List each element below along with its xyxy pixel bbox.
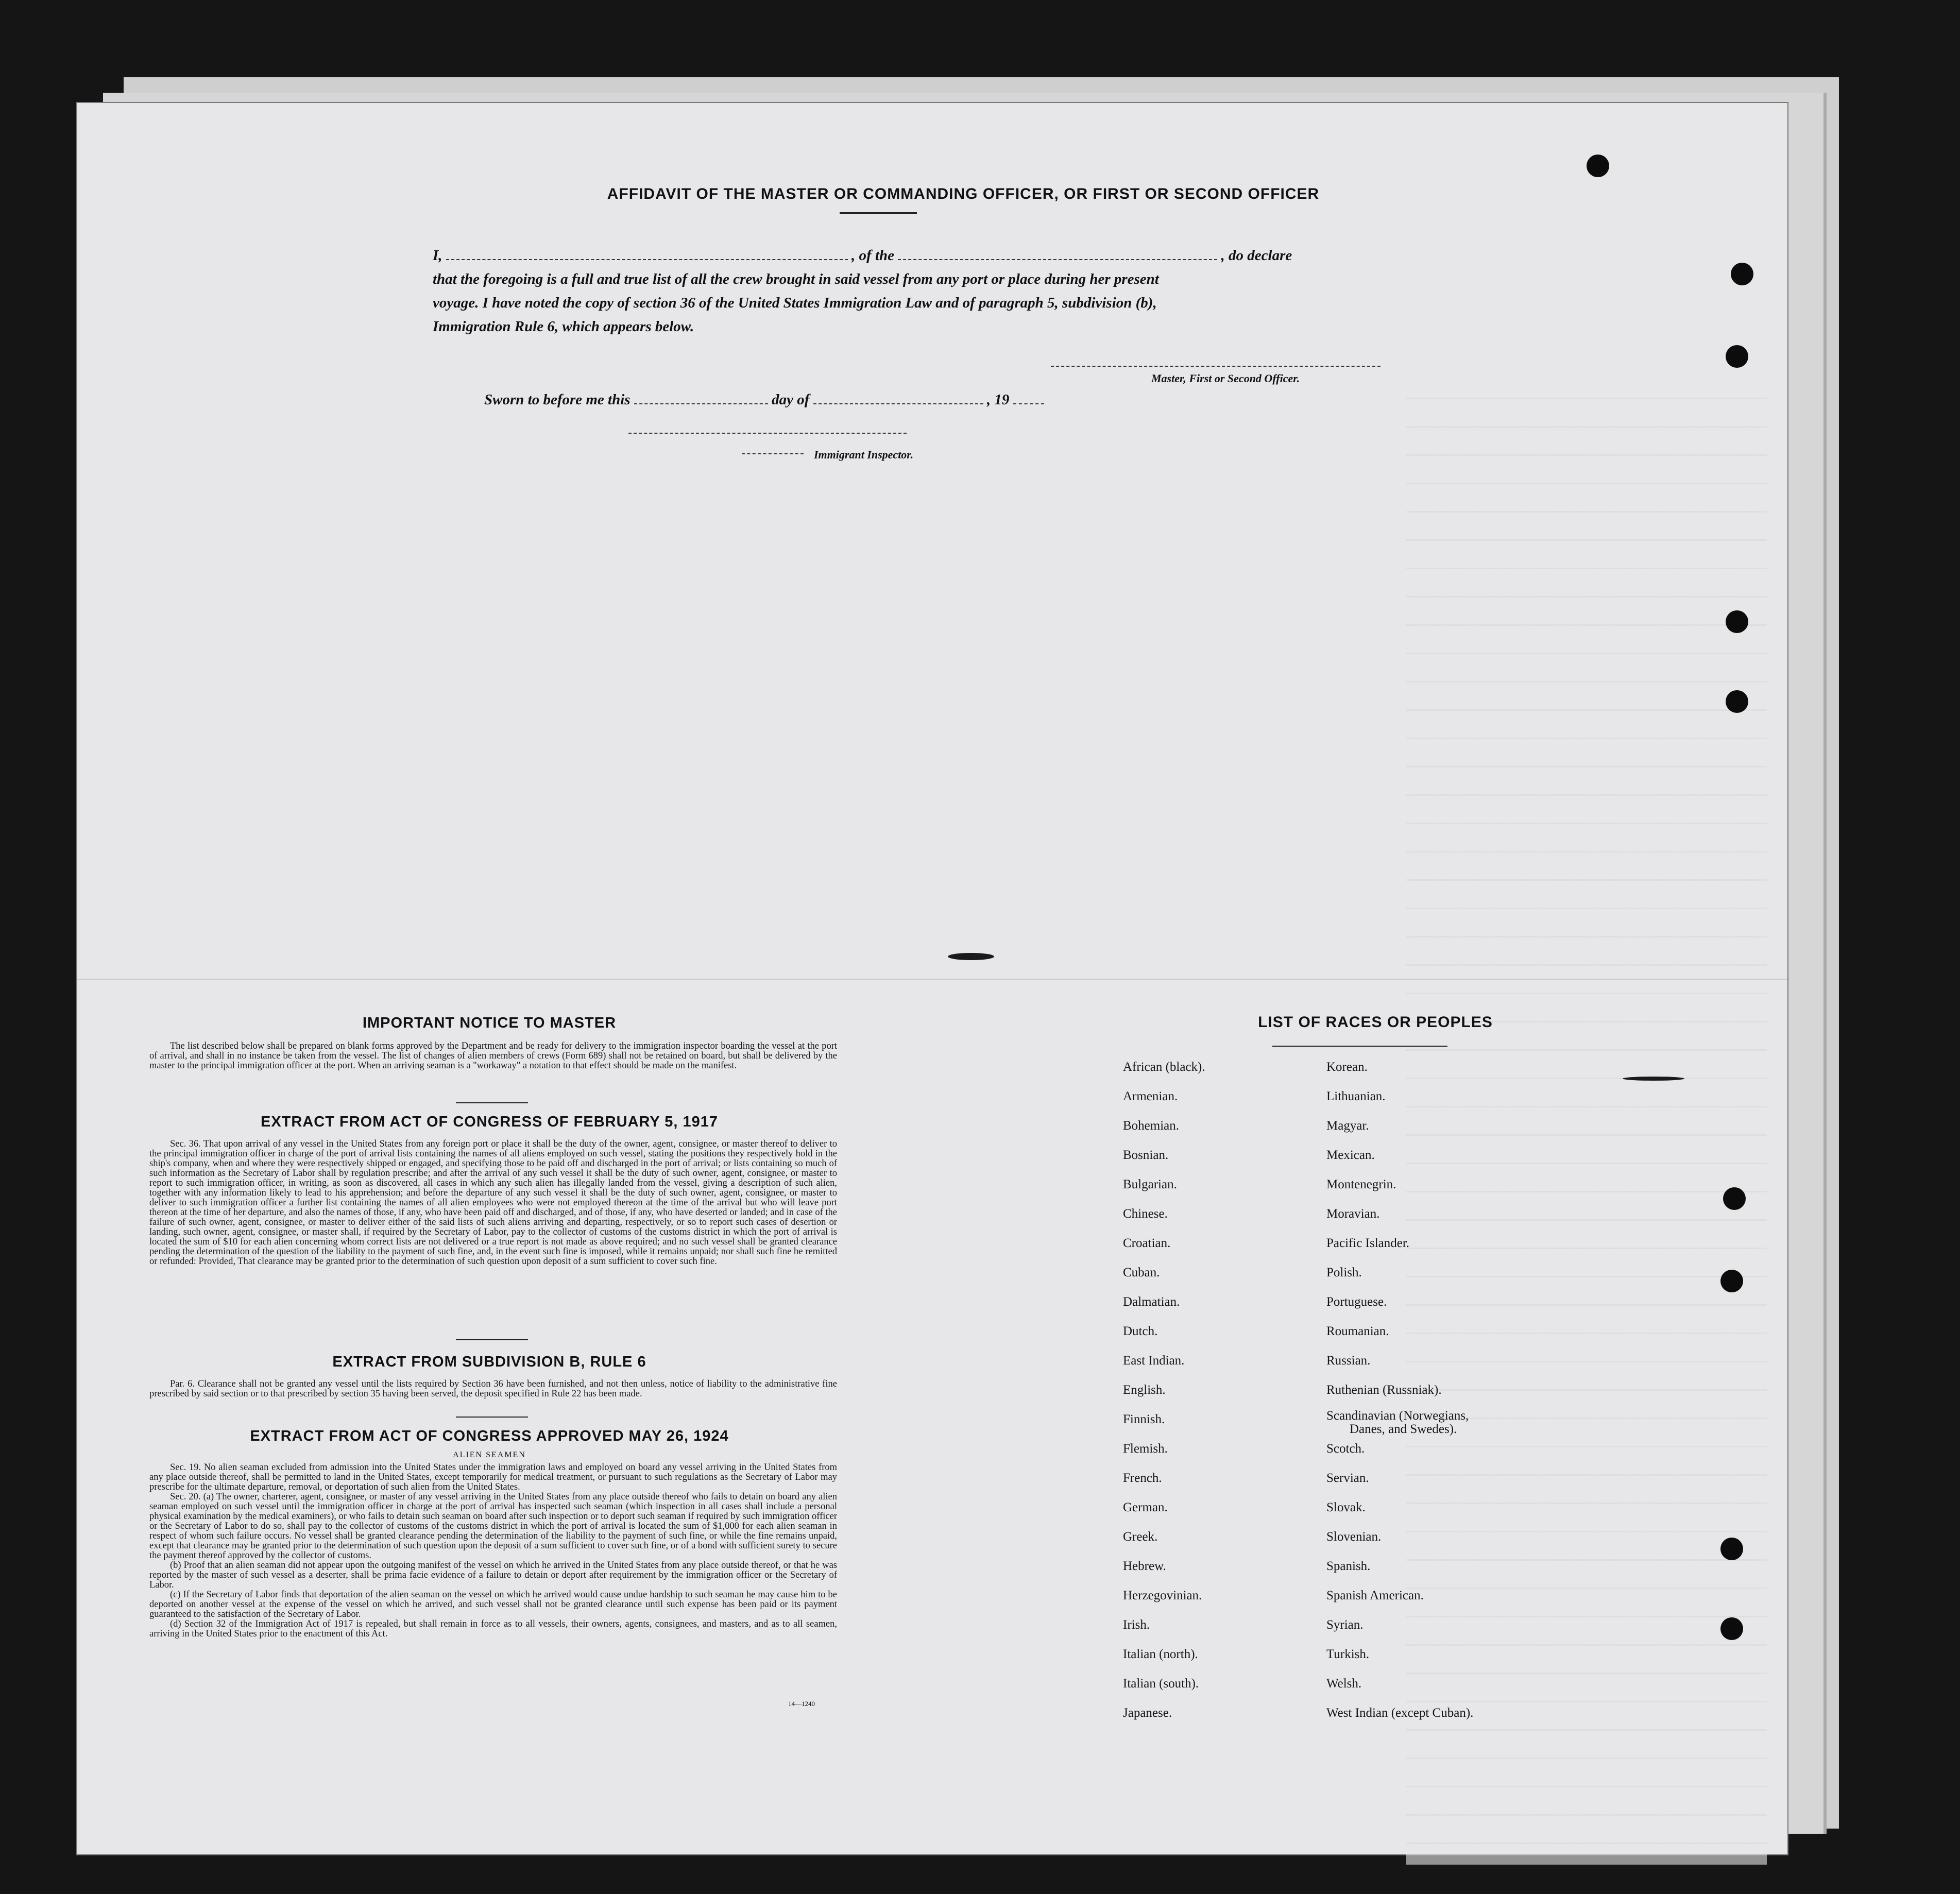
- declaration-line-2: that the foregoing is a full and true list of all the crew brought in said vessel from any port or place during her present: [433, 271, 1159, 287]
- declaration-of-the: , of the: [851, 247, 895, 264]
- race-right-item: Turkish.: [1326, 1647, 1370, 1661]
- race-right-item-continued: Danes, and Swedes).: [1350, 1422, 1457, 1436]
- race-left-item: Finnish.: [1123, 1412, 1165, 1426]
- declaration-line-4: Immigration Rule 6, which appears below.: [433, 318, 694, 335]
- race-left-item: Cuban.: [1123, 1266, 1160, 1279]
- document-page: [77, 103, 1787, 1854]
- race-right-item: Polish.: [1326, 1266, 1362, 1279]
- race-right-item: Portuguese.: [1326, 1295, 1387, 1309]
- race-left-item: Irish.: [1123, 1618, 1150, 1632]
- race-right-item: Scandinavian (Norwegians,: [1326, 1409, 1469, 1423]
- sec-20d-paragraph: (d) Section 32 of the Immigration Act of 1917 is repealed, but shall remain in force as to all vessels, their owners, agents, consignees, and masters, and as to all seamen, arriving in the United States prior to the enactment of this Act.: [149, 1619, 837, 1639]
- inspector-signature-label: Immigrant Inspector.: [814, 448, 914, 461]
- inspector-label-leader: [742, 453, 804, 454]
- race-right-item: Magyar.: [1326, 1119, 1369, 1133]
- race-left-item: Chinese.: [1123, 1207, 1168, 1221]
- race-right-item: Syrian.: [1326, 1618, 1364, 1632]
- race-left-item: Croatian.: [1123, 1236, 1171, 1250]
- race-left-item: Italian (south).: [1123, 1677, 1199, 1691]
- extract-rule6-text: [149, 1379, 837, 1399]
- sec-19-paragraph: Sec. 19. No alien seaman excluded from admission into the United States under the immigration laws and employed on board any vessel arriving in the United States from any place outside thereof, shall be permitted to land in the United States, except temporarily for medical treatment, or pursuant to such regulations as the Secretary of Labor may prescribe for the ultimate departure, removal, or deportation of such alien from the United States.: [149, 1462, 837, 1492]
- punch-hole: [1720, 1617, 1743, 1640]
- race-left-item: French.: [1123, 1471, 1162, 1485]
- race-right-item: Spanish American.: [1326, 1589, 1424, 1602]
- races-title: LIST OF RACES OR PEOPLES: [1258, 1014, 1493, 1031]
- race-right-item: Spanish.: [1326, 1559, 1371, 1573]
- sec-20b-paragraph: (b) Proof that an alien seaman did not appear upon the outgoing manifest of the vessel on which he arrived in the United States from any place outside thereof, or that he was reported by the master of such vessel as a deserter, shall be prima facie evidence of a failure to detain or deport after requirement by the immigration officer or the Secretary of Labor.: [149, 1560, 837, 1590]
- form-number: 14—1240: [788, 1700, 815, 1708]
- declaration-line-3: voyage. I have noted the copy of section 36 of the United States Immigration Law and of paragraph 5, subdivision (b),: [433, 295, 1157, 311]
- ink-smudge: [948, 953, 994, 960]
- declaration-do-declare: , do declare: [1221, 247, 1292, 264]
- race-left-item: Greek.: [1123, 1530, 1158, 1544]
- race-left-item: Italian (north).: [1123, 1647, 1198, 1661]
- race-left-item: Herzegovinian.: [1123, 1589, 1202, 1602]
- declaration-line-1: [433, 247, 1292, 264]
- punch-hole: [1726, 345, 1748, 368]
- race-left-item: African (black).: [1123, 1060, 1205, 1074]
- race-left-item: East Indian.: [1123, 1354, 1185, 1368]
- race-left-item: Bosnian.: [1123, 1148, 1169, 1162]
- sworn-year-blank: [1013, 392, 1044, 404]
- race-right-item: Welsh.: [1326, 1677, 1362, 1691]
- faint-manifest-grid: [1406, 371, 1767, 1865]
- par-6-paragraph: Par. 6. Clearance shall not be granted any vessel until the lists required by Section 36 have been furnished, and not then unless, notice of liability to the administrative fine prescribed by said section or to that prescribed by section 35 having been served, the deposit specified in Rule 22 has been made.: [149, 1379, 837, 1399]
- race-left-item: Dalmatian.: [1123, 1295, 1180, 1309]
- master-signature-line: [1051, 366, 1380, 367]
- race-right-item: Slovenian.: [1326, 1530, 1382, 1544]
- section-rule: [456, 1417, 528, 1418]
- section-36-paragraph: Sec. 36. That upon arrival of any vessel in the United States from any foreign port or place it shall be the duty of the owner, agent, consignee, or master thereof to deliver to the principal immigration officer in charge of the port of arrival lists containing the names of all aliens employed on such vessel, stating the positions they respectively hold in the ship's company, when and where they were respectively shipped or engaged, and specifying those to be paid off and discharged in the port of arrival; or lists containing so much of such information as the Secretary of Labor shall by regulation prescribe; and after the arrival of any such vessel it shall be the duty of such owner, agent, consignee, or master to report to such immigration officer, in writing, as soon as discovered, all cases in which any such alien has illegally landed from the vessel, giving a description of such alien, together with any information likely to lead to his apprehension; and before the departure of any such vessel it shall be the duty of such owner, agent, consignee, or master to deliver to such immigration officer a further list containing the names of all alien employees who were not employed thereon at the time of the arrival but who will leave port thereon at the time of her departure, and also the names of those, if any, who have been paid off and discharged, and of those, if any, who have deserted or landed; and in case of the failure of such owner, agent, consignee, or master to deliver either of the said lists of such aliens arriving and departing, respectively, or so to report such cases of desertion or landing, such owner, agent, consignee, or master shall, if required by the Secretary of Labor, pay to the collector of customs of the customs district in which the port of arrival is located the sum of $10 for each alien concerning whom correct lists are not delivered or a true report is not made as above required; and no such vessel shall be granted clearance pending the determination of the question of the liability to the payment of such fine, and, in the event such fine is imposed, while it remains unpaid; nor shall such fine be remitted or refunded: Provided, That clearance may be granted prior to the determination of such question upon deposit of a sum sufficient to cover such fine.: [149, 1139, 837, 1267]
- race-left-item: Bohemian.: [1123, 1119, 1180, 1133]
- sworn-month-blank: [813, 392, 983, 404]
- fold-line: [77, 979, 1787, 980]
- races-title-rule: [1272, 1046, 1447, 1047]
- race-left-item: Japanese.: [1123, 1706, 1172, 1720]
- sworn-line: [484, 391, 1044, 408]
- punch-hole: [1731, 263, 1753, 285]
- affidavit-title: AFFIDAVIT OF THE MASTER OR COMMANDING OFFICER, OR FIRST OR SECOND OFFICER: [607, 185, 1320, 202]
- race-right-item: Mexican.: [1326, 1148, 1375, 1162]
- race-left-item: English.: [1123, 1383, 1166, 1397]
- section-rule: [456, 1339, 528, 1340]
- race-left-item: German.: [1123, 1500, 1168, 1514]
- vessel-name-blank: [898, 248, 1217, 260]
- race-right-item: Pacific Islander.: [1326, 1236, 1410, 1250]
- race-right-item: Scotch.: [1326, 1442, 1365, 1456]
- race-left-item: Bulgarian.: [1123, 1178, 1177, 1191]
- section-rule: [456, 1102, 528, 1103]
- punch-hole: [1587, 155, 1609, 177]
- sec-20c-paragraph: (c) If the Secretary of Labor finds that deportation of the alien seaman on the vessel on which he arrived would cause undue hardship to such seaman he may cause him to be deported on another vessel at the expense of the vessel on which he arrived, and such vessel shall not be granted clearance until such expense has been paid or its payment guaranteed to the satisfaction of the Secretary of Labor.: [149, 1590, 837, 1619]
- race-right-item: Roumanian.: [1326, 1324, 1389, 1338]
- sworn-day-blank: [634, 392, 768, 404]
- race-right-item: Ruthenian (Russniak).: [1326, 1383, 1442, 1397]
- notice-title: IMPORTANT NOTICE TO MASTER: [362, 1015, 617, 1031]
- declaration-i: I,: [433, 247, 442, 264]
- extract-1924-text: [149, 1463, 837, 1639]
- sworn-day-of: day of: [772, 391, 810, 408]
- race-right-item: Moravian.: [1326, 1207, 1380, 1221]
- punch-hole: [1720, 1538, 1743, 1560]
- notice-paragraph: The list described below shall be prepared on blank forms approved by the Department and be ready for delivery to the immigration inspector boarding the vessel at the port of arrival, and shall in no instance be taken from the vessel. The list of changes of alien members of crews (Form 689) shall not be retained on board, but shall be delivered by the master to the principal immigration officer at the port. When an arriving seaman is a "workaway" a notation to that effect should be made on the manifest.: [149, 1041, 837, 1071]
- inspector-signature-line: [628, 433, 907, 434]
- race-left-item: Flemish.: [1123, 1442, 1168, 1456]
- extract-rule6-title: EXTRACT FROM SUBDIVISION B, RULE 6: [332, 1354, 646, 1370]
- title-rule: [840, 212, 917, 214]
- race-left-item: Armenian.: [1123, 1089, 1178, 1103]
- master-signature-label: Master, First or Second Officer.: [1151, 372, 1300, 385]
- ink-smudge: [1623, 1077, 1684, 1081]
- officer-name-blank: [446, 248, 848, 260]
- race-right-item: Korean.: [1326, 1060, 1368, 1074]
- sworn-text: Sworn to before me this: [484, 391, 630, 408]
- race-left-item: Dutch.: [1123, 1324, 1158, 1338]
- race-right-item: Montenegrin.: [1326, 1178, 1396, 1191]
- extract-1917-title: EXTRACT FROM ACT OF CONGRESS OF FEBRUARY 5, 1917: [260, 1114, 719, 1130]
- race-right-item: West Indian (except Cuban).: [1326, 1706, 1474, 1720]
- sec-20a-paragraph: Sec. 20. (a) The owner, charterer, agent, consignee, or master of any vessel arriving in the United States from any place outside thereof who fails to detain on board any alien seaman employed on such vessel until the immigration officer in charge at the port of arrival has inspected such seaman (which inspection in all cases shall include a personal physical examination by the medical examiners), or who fails to detain such seaman on board after such inspection or to deport such seaman if required by such immigration officer or the Secretary of Labor to do so, shall pay to the collector of customs of the customs district in which the port of arrival is located the sum of $1,000 for each alien seaman in respect of whom such failure occurs. No vessel shall be granted clearance pending the determination of the liability to the payment of such fine, or while the fine remains unpaid, except that clearance may be granted prior to the determination of such question upon the deposit of a sum sufficient to cover such fine, or of a bond with sufficient surety to secure the payment thereof approved by the collector of customs.: [149, 1492, 837, 1561]
- race-left-item: Hebrew.: [1123, 1559, 1166, 1573]
- alien-seamen-subtitle: ALIEN SEAMEN: [453, 1451, 526, 1459]
- race-right-item: Russian.: [1326, 1354, 1371, 1368]
- race-right-item: Slovak.: [1326, 1500, 1366, 1514]
- sworn-year-prefix: , 19: [986, 391, 1010, 408]
- race-right-item: Lithuanian.: [1326, 1089, 1386, 1103]
- punch-hole: [1726, 690, 1748, 713]
- race-right-item: Servian.: [1326, 1471, 1369, 1485]
- extract-1917-text: [149, 1139, 837, 1267]
- extract-1924-title: EXTRACT FROM ACT OF CONGRESS APPROVED MAY 26, 1924: [250, 1428, 729, 1444]
- punch-hole: [1720, 1270, 1743, 1292]
- punch-hole: [1726, 610, 1748, 633]
- punch-hole: [1723, 1187, 1746, 1210]
- notice-text: [149, 1042, 837, 1071]
